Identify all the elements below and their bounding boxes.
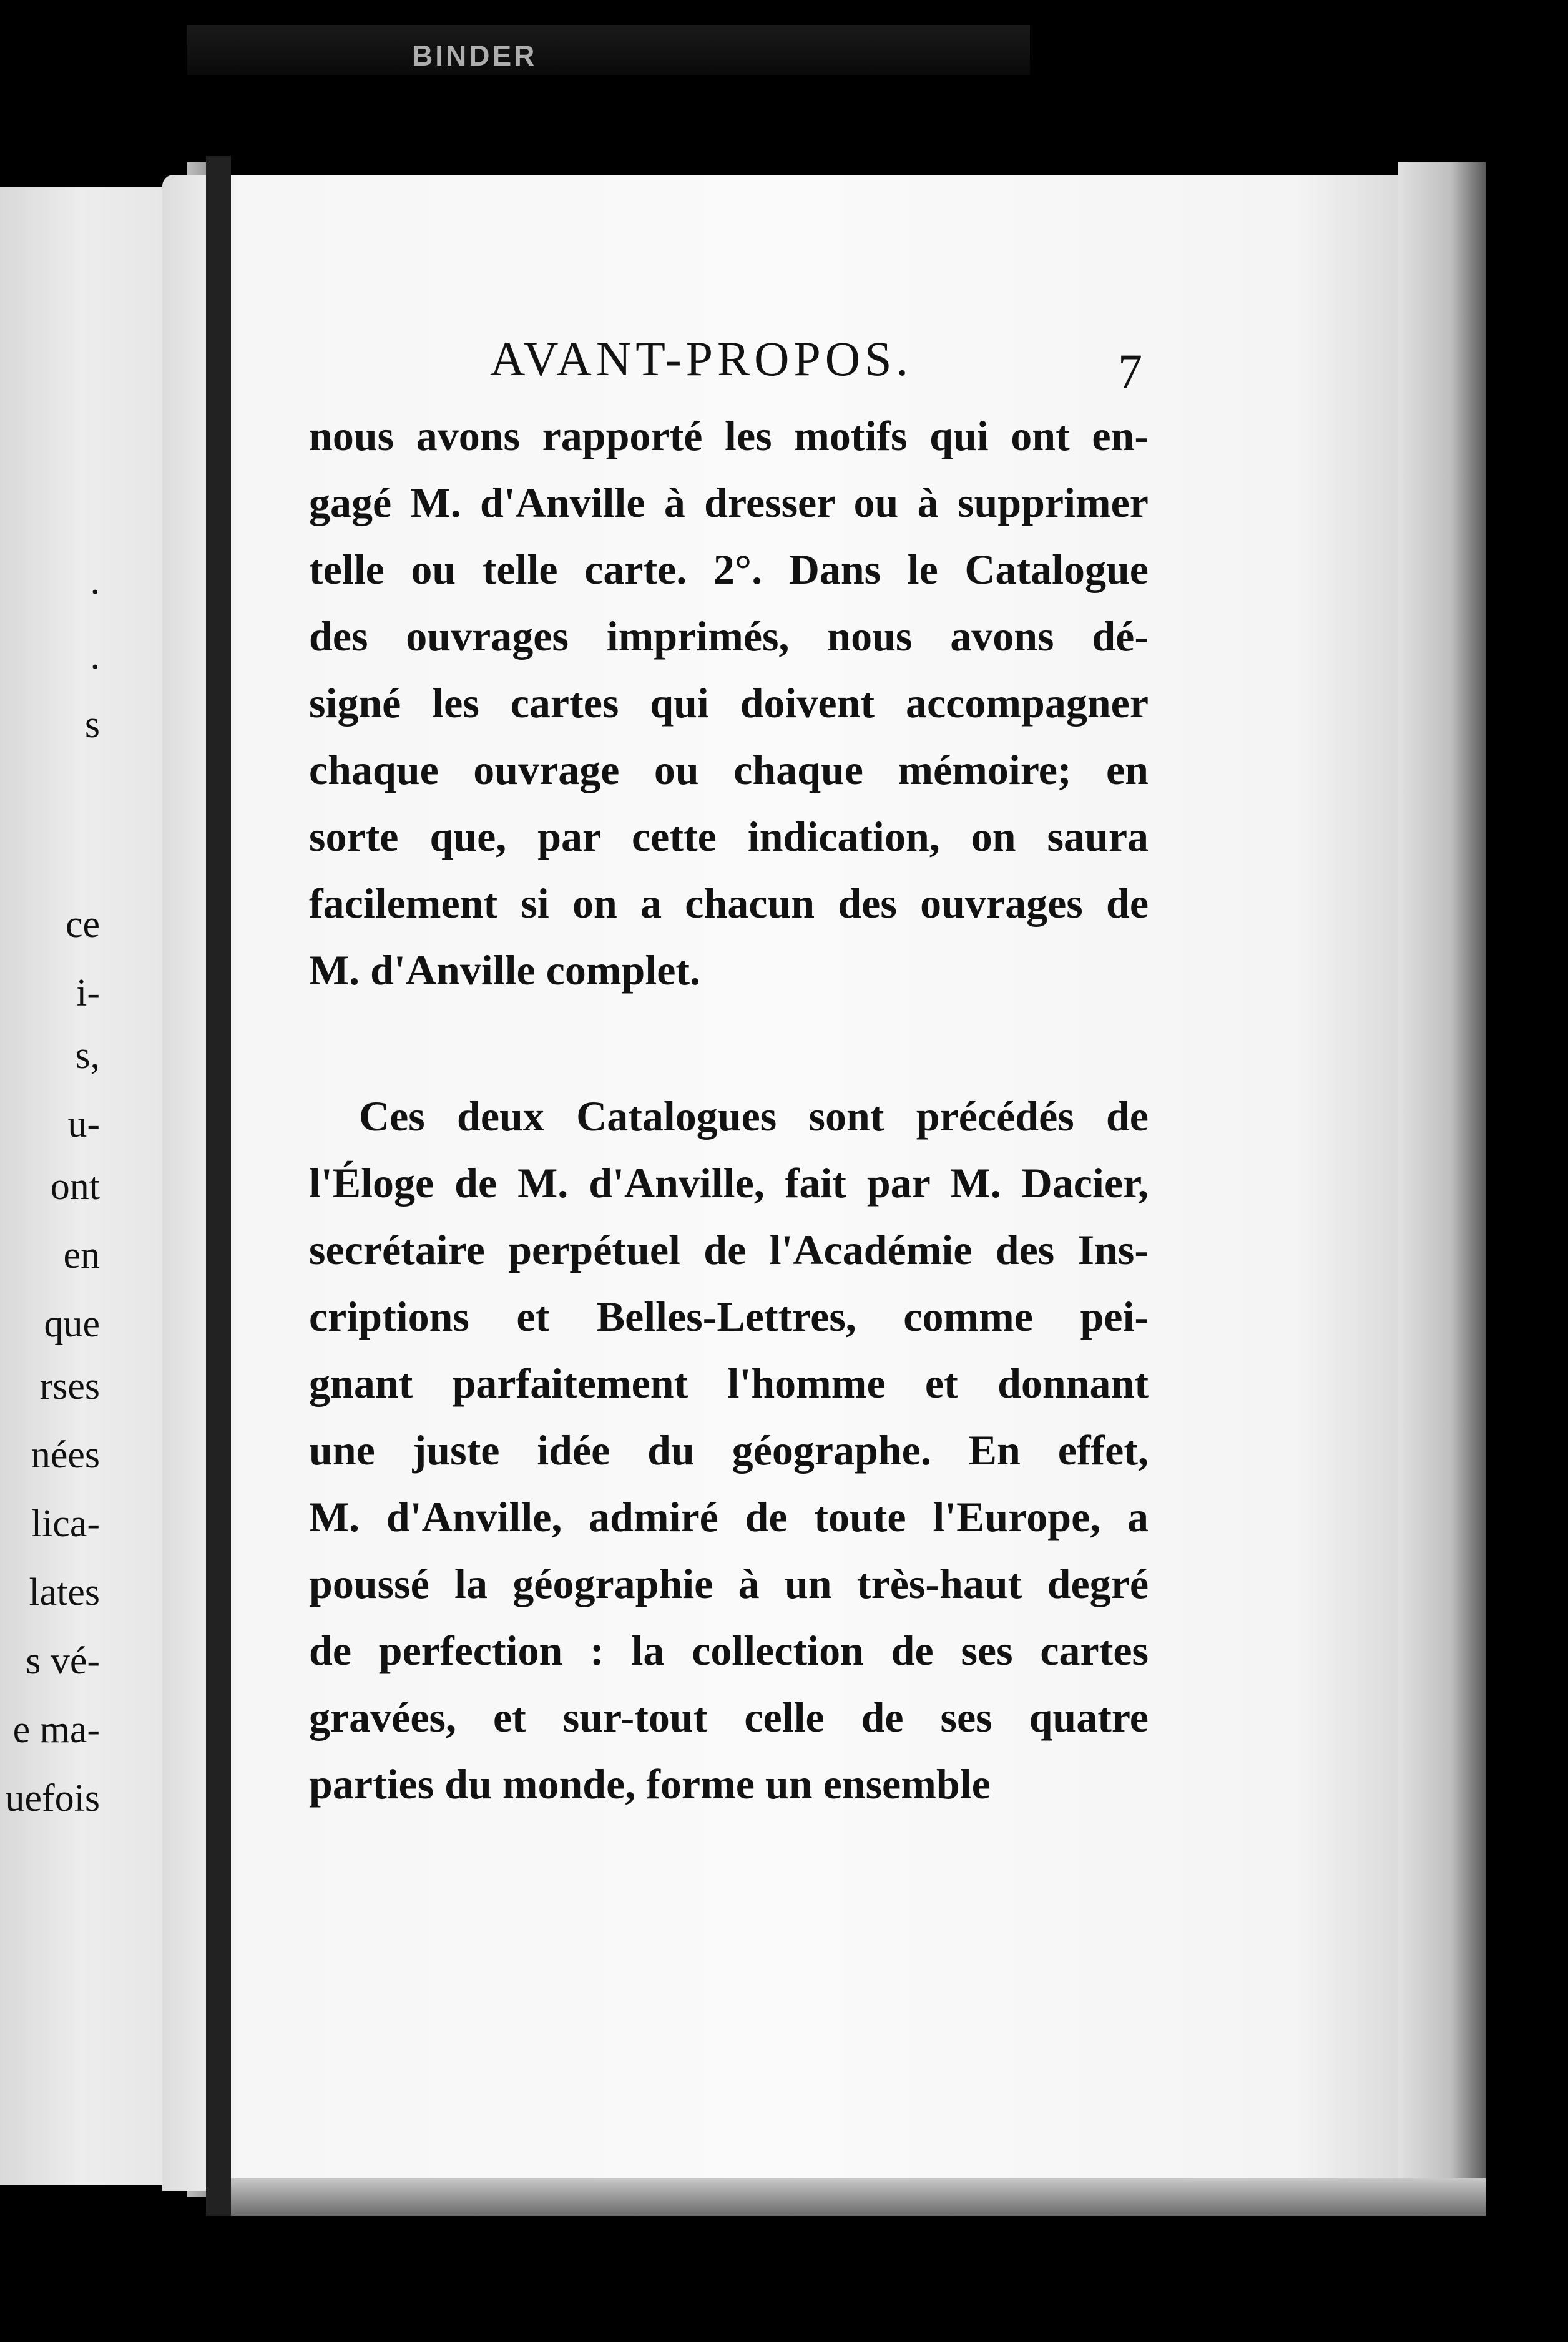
text-line: signé les cartes qui doivent accompagner: [309, 679, 1149, 727]
text-line: parties du monde, forme un ensemble: [309, 1760, 991, 1808]
facing-page-fragment: ce: [65, 903, 100, 946]
text-line: telle ou telle carte. 2°. Dans le Catalogue: [309, 546, 1149, 593]
binder-label: BINDER: [412, 39, 537, 72]
text-line: secrétaire perpétuel de l'Académie des Ins-: [309, 1226, 1149, 1273]
running-head: [309, 331, 1149, 403]
facing-page-fragment: rses: [39, 1365, 100, 1408]
paragraph-1: [309, 403, 1149, 1004]
facing-page-fragment: e ma-: [12, 1708, 100, 1751]
facing-page-fragment: nées: [31, 1434, 100, 1476]
text-line: gravées, et sur-tout celle de ses quatre: [309, 1693, 1149, 1741]
text-line: gnant parfaitement l'homme et donnant: [309, 1360, 1149, 1407]
text-line: facilement si on a chacun des ouvrages de: [309, 879, 1149, 927]
text-line: chaque ouvrage ou chaque mémoire; en: [309, 746, 1149, 793]
text-line: gagé M. d'Anville à dresser ou à supprimer: [309, 479, 1149, 526]
text-line: de perfection : la collection de ses cartes: [309, 1627, 1149, 1674]
text-line: une juste idée du géographe. En effet,: [309, 1426, 1149, 1474]
facing-page-fragment: u-: [67, 1103, 100, 1145]
text-line: sorte que, par cette indication, on saura: [309, 813, 1149, 860]
text-line: l'Éloge de M. d'Anville, fait par M. Dacier,: [309, 1159, 1149, 1207]
book-gutter: [206, 156, 231, 2216]
facing-page-fragment: lates: [29, 1571, 100, 1614]
paragraph-2: [309, 1083, 1149, 1818]
binder-strip: [187, 25, 1030, 75]
facing-page-fragment: .: [90, 560, 100, 602]
facing-page-fragment: .: [90, 635, 100, 677]
facing-page-fragment: ont: [50, 1165, 100, 1208]
facing-page-fragment: s vé-: [26, 1640, 100, 1682]
facing-page-fragment: s: [84, 703, 100, 746]
page-edge-bottom: [206, 2178, 1486, 2216]
running-title: AVANT-PROPOS.: [490, 331, 913, 386]
facing-page-fragment: lica-: [31, 1502, 100, 1545]
text-line: des ouvrages imprimés, nous avons dé-: [309, 612, 1149, 660]
facing-page-fragment: s,: [75, 1034, 100, 1077]
facing-page-fragment: i-: [76, 972, 100, 1014]
page-edge-right: [1398, 162, 1486, 2185]
text-line: criptions et Belles-Lettres, comme pei-: [309, 1293, 1149, 1340]
text-line: M. d'Anville complet.: [309, 946, 701, 994]
page-number: 7: [1118, 344, 1142, 398]
text-line: M. d'Anville, admiré de toute l'Europe, a: [309, 1493, 1149, 1541]
facing-page-fragment: que: [44, 1303, 100, 1345]
page-text-block: [309, 331, 1149, 1818]
text-line: Ces deux Catalogues sont précédés de: [359, 1092, 1149, 1140]
text-line: poussé la géographie à un très-haut degré: [309, 1560, 1149, 1607]
facing-page-fragment: uefois: [5, 1777, 100, 1820]
text-line: nous avons rapporté les motifs qui ont en-: [309, 412, 1149, 459]
facing-page-fragment: en: [63, 1234, 100, 1276]
